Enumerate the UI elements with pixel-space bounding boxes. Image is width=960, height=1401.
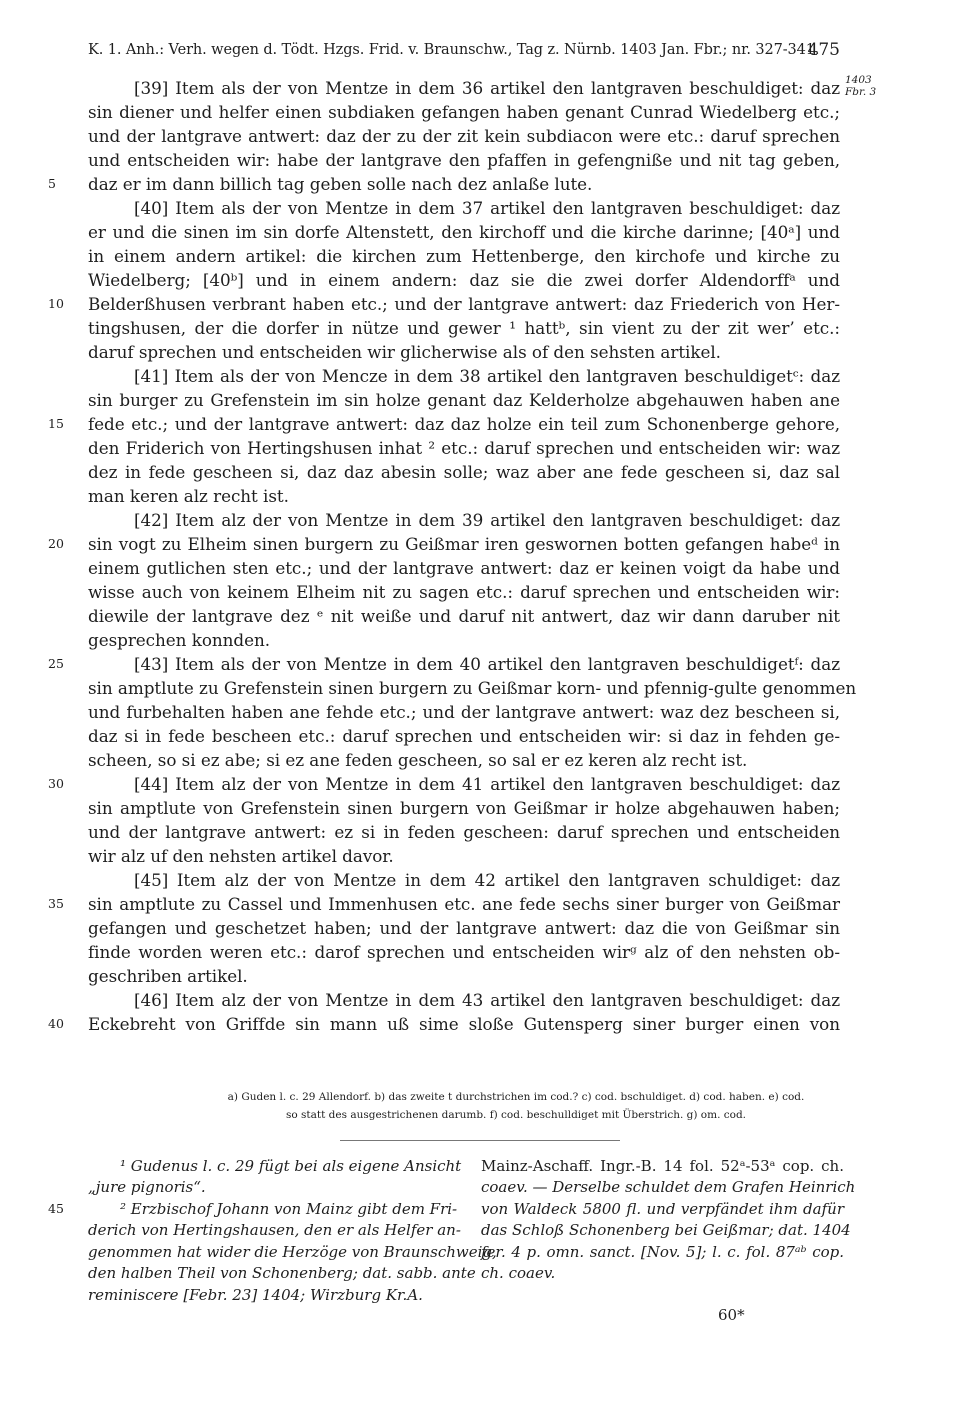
text-line: den Friderich von Hertingshusen inhat ² etc.: daruf sprechen und entscheiden wir: waz [88, 438, 840, 458]
footnote-line: ch. coaev. [481, 1264, 556, 1282]
text-line: scheen, so si ez abe; si ez ane feden gescheen, so sal er ez keren alz recht ist. [88, 750, 748, 770]
text-line: dez in fede gescheen si, daz daz abesin solle; waz aber ane fede gescheen si, daz sal [88, 462, 840, 482]
margin-date-day: Fbr. 3 [845, 86, 877, 98]
text-line: Wiedelberg; [40ᵇ] und in einem andern: daz sie die zwei dorfer Aldendorffᵃ und [88, 270, 840, 290]
text-line: [41] Item als der von Mencze in dem 38 artikel den lantgraven beschuldigetᶜ: daz [134, 366, 840, 386]
margin-date-year: 1403 [845, 74, 872, 86]
line-number: 10 [48, 296, 64, 311]
text-line: sin vogt zu Elheim sinen burgern zu Geißmar iren geswornen botten gefangen habeᵈ in [88, 534, 840, 554]
text-line: sin diener und helfer einen subdiaken gefangen haben genant Cunrad Wiedelberg etc.; [88, 102, 840, 122]
text-line: [46] Item alz der von Mentze in dem 43 artikel den lantgraven beschuldiget: daz [134, 990, 840, 1010]
text-line: sin burger zu Grefenstein im sin holze genant daz Kelderholze abgehauwen haben ane [88, 390, 840, 410]
text-line: Eckebreht von Griffde sin mann uß sime sloße Gutensperg siner burger einen von [88, 1014, 840, 1034]
footnote-line: ¹ Gudenus l. c. 29 fügt bei als eigene Ansicht [120, 1157, 462, 1175]
footnote-line: von Waldeck 5800 fl. und verpfändet ihm dafür [481, 1200, 844, 1218]
signature-mark: 60* [718, 1306, 745, 1324]
text-line: wir alz uf den nehsten artikel davor. [88, 846, 394, 866]
text-line: daz si in fede bescheen etc.: daruf sprechen und entscheiden wir: si daz in fehden ge- [88, 726, 840, 746]
line-number: 40 [48, 1016, 64, 1031]
line-number: 15 [48, 416, 64, 431]
text-line: diewile der lantgrave dez ᵉ nit weiße und daruf nit antwert, daz wir dann daruber nit [88, 606, 840, 626]
text-line: [45] Item alz der von Mentze in dem 42 artikel den lantgraven schuldiget: daz [134, 870, 840, 890]
text-line: geschriben artikel. [88, 966, 248, 986]
text-line: in einem andern artikel: die kirchen zum Hettenberge, den kirchofe und kirche zu [88, 246, 840, 266]
footnote-line: „jure pignoris“. [88, 1178, 206, 1196]
text-line: wisse auch von keinem Elheim nit zu sagen etc.: daruf sprechen und entscheiden wir: [88, 582, 840, 602]
line-number: 25 [48, 656, 64, 671]
text-line: fede etc.; und der lantgrave antwert: daz daz holze ein teil zum Schonenberge gehore, [88, 414, 840, 434]
text-line: sin amptlute zu Cassel und Immenhusen etc. ane fede sechs siner burger von Geißmar [88, 894, 840, 914]
text-line: gefangen und geschetzet haben; und der lantgrave antwert: daz die von Geißmar sin [88, 918, 840, 938]
text-line: [43] Item als der von Mentze in dem 40 artikel den lantgraven beschuldigetᶠ: daz [134, 654, 840, 674]
text-line: [44] Item alz der von Mentze in dem 41 artikel den lantgraven beschuldiget: daz [134, 774, 840, 794]
text-line: und der lantgrave antwert: ez si in feden gescheen: daruf sprechen und entscheiden [88, 822, 840, 842]
footnote-line: reminiscere [Febr. 23] 1404; Wirzburg Kr.A. [88, 1286, 423, 1304]
line-number: 30 [48, 776, 64, 791]
variant-note-line: so statt des ausgestrichenen darumb. f) cod. beschulldiget mit Überstrich. g) om. cod. [285, 1109, 747, 1121]
footnote-divider [340, 1140, 620, 1141]
text-line: finde worden weren etc.: darof sprechen und entscheiden wirᵍ alz of den nehsten ob- [88, 942, 840, 962]
text-line: und entscheiden wir: habe der lantgrave den pfaffen in gefengniße und nit tag geben, [88, 150, 840, 170]
line-number: 45 [48, 1201, 64, 1216]
text-line: Belderßhusen verbrant haben etc.; und der lantgrave antwert: daz Friederich von Her- [88, 294, 840, 314]
text-line: [39] Item als der von Mentze in dem 36 artikel den lantgraven beschuldiget: daz [134, 78, 840, 98]
footnote-line: Mainz-Aschaff. Ingr.-B. 14 fol. 52ᵃ-53ᵃ cop. ch. [481, 1157, 844, 1175]
footnote-line: genommen hat wider die Herzöge von Braunschweig, [88, 1243, 497, 1261]
text-line: sin amptlute zu Grefenstein sinen burgern zu Geißmar korn- und pfennig-gulte genommen [88, 678, 857, 698]
text-line: einem gutlichen sten etc.; und der lantgrave antwert: daz er keinen voigt da habe und [88, 558, 840, 578]
text-line: tingshusen, der die dorfer in nütze und gewer ¹ hattᵇ, sin vient zu der zit wer’ etc.: [88, 318, 840, 338]
text-line: daruf sprechen und entscheiden wir glicherwise als of den sehsten artikel. [88, 342, 721, 362]
text-line: [40] Item als der von Mentze in dem 37 artikel den lantgraven beschuldiget: daz [134, 198, 840, 218]
variant-note-line: a) Guden l. c. 29 Allendorf. b) das zweite t durchstrichen im cod.? c) cod. bschuldiget. d) cod. haben. e) cod. [227, 1091, 805, 1103]
footnote-line: ² Erzbischof Johann von Mainz gibt dem Fri- [120, 1200, 458, 1218]
footnote-line: fer. 4 p. omn. sanct. [Nov. 5]; l. c. fol. 87ᵃᵇ cop. [481, 1243, 844, 1261]
footnote-line: coaev. — Derselbe schuldet dem Grafen Heinrich [481, 1178, 856, 1196]
footnote-line: das Schloß Schonenberg bei Geißmar; dat. 1404 [481, 1221, 851, 1239]
text-line: daz er im dann billich tag geben solle nach dez anlaße lute. [88, 174, 593, 194]
text-line: und der lantgrave antwert: daz der zu der zit kein subdiacon were etc.: daruf sprechen [88, 126, 840, 146]
text-line: [42] Item alz der von Mentze in dem 39 artikel den lantgraven beschuldiget: daz [134, 510, 840, 530]
text-line: man keren alz recht ist. [88, 486, 289, 506]
text-line: er und die sinen im sin dorfe Altenstett, den kirchoff und die kirche darinne; [40ᵃ] und [88, 222, 840, 242]
text-line: und furbehalten haben ane fehde etc.; und der lantgrave antwert: waz dez bescheen si, [88, 702, 840, 722]
running-header [88, 40, 840, 64]
text-line: gesprechen konnden. [88, 630, 271, 650]
running-title: K. 1. Anh.: Verh. wegen d. Tödt. Hzgs. Frid. v. Braunschw., Tag z. Nürnb. 1403 Jan. Fbr.; nr. 327-341. [88, 42, 820, 58]
footnote-line: den halben Theil von Schonenberg; dat. sabb. ante [88, 1264, 476, 1282]
text-line: sin amptlute von Grefenstein sinen burgern von Geißmar ir holze abgehauwen haben; [88, 798, 840, 818]
footnote-line: derich von Hertingshausen, den er als Helfer an- [88, 1221, 461, 1239]
line-number: 5 [48, 176, 56, 191]
line-number: 20 [48, 536, 64, 551]
line-number: 35 [48, 896, 64, 911]
page-number: 475 [807, 40, 840, 60]
